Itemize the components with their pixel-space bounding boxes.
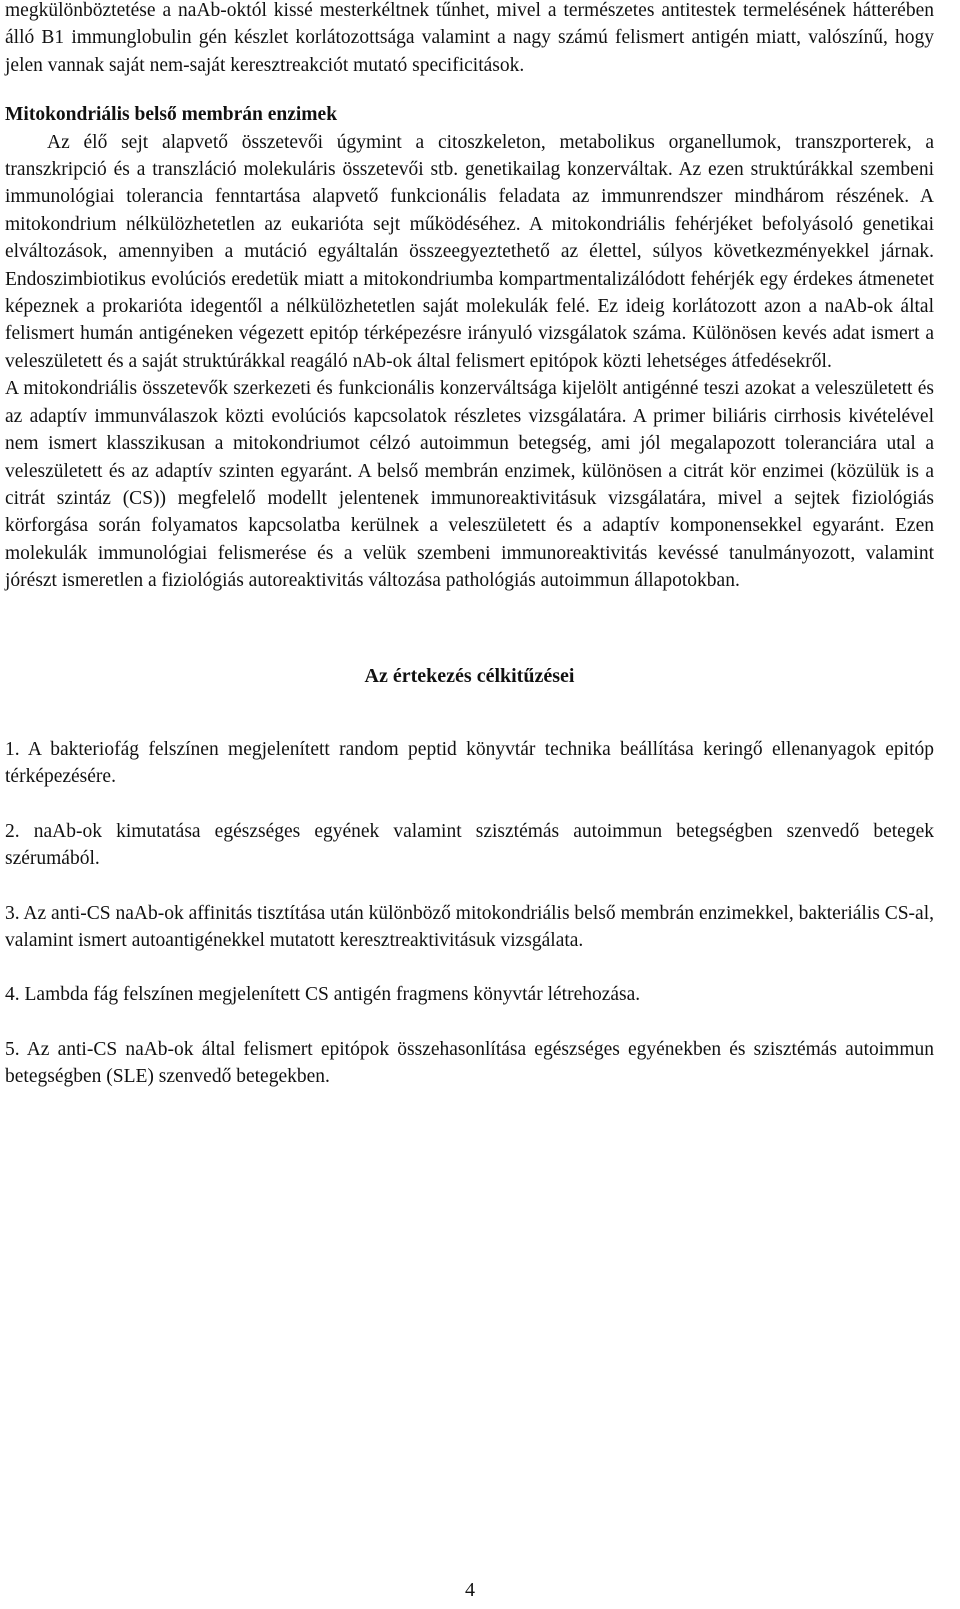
- goals-title: Az értekezés célkitűzései: [364, 664, 575, 687]
- section-paragraph-2: A mitokondriális összetevők szerkezeti és funkcionális konzerváltsága kijelölt antigénné teszi azokat a veleszületett és az adaptív immunválaszok közti evolúciós kapcsolatok részletes vizsgálatára. A primer biliáris cirrhosis kivételével nem ismert klasszikusan a mitokondriumot célzó autoimmun betegség, ami jól megalapozott toleranciára utal a veleszületett és az adaptív szinten egyaránt. A belső membrán enzimek, különösen a citrát kör enzimei (közülük is a citrát szintáz (CS)) megfelelő modellt jelentenek immunoreaktivitásuk vizsgálatára, mivel a sejtek fiziológiás körforgása során folyamatos kapcsolatba kerülnek a veleszületett és a adaptív komponensekkel egyaránt. Ezen molekulák immunológiai felismerése és a velük szembeni immunoreaktivitás kevéssé tanulmányozott, valamint jórészt ismeretlen a fiziológiás autoreaktivitás változása pathológiás autoimmun állapotokban.: [5, 378, 934, 592]
- section-paragraph-1: Az élő sejt alapvető összetevői úgymint a citoszkeleton, metabolikus organellumok, transzporterek, a transzkripció és a transzláció molekuláris összetevői stb. genetikailag konzerváltak. Az ezen struktúrákkal szembeni immunológiai tolerancia fenntartása alapvető funkcionális feladata az immunrendszer mindhárom részének. A mitokondrium nélkülözhetetlen az eukarióta sejt működéséhez. A mitokondriális fehérjéket befolyásoló genetikai elváltozások, amennyiben a mutáció egyáltalán összeegyeztethető az élettel, súlyos következményekkel járnak. Endoszimbiotikus evolúciós eredetük miatt a mitokondriumba kompartmentalizálódott fehérjék egy érdekes átmenetet képeznek a prokarióta idegentől a nélkülözhetetlen saját molekulák felé. Ez ideig korlátozott azon a naAb-ok által felismert humán antigéneken végezett epitóp térképezésre irányuló vizsgálatok száma. Különösen kevés adat ismert a veleszületett és a saját struktúrákkal reagáló nAb-ok által felismert epitópok közti lehetséges átfedésekről.: [5, 131, 934, 372]
- goal-item: 3. Az anti-CS naAb-ok affinitás tisztítása után különböző mitokondriális belső membrán enzimekkel, bakteriális CS-al, valamint ismert autoantigénekkel mutatott keresztreaktivitásuk vizsgálata.: [5, 902, 934, 951]
- goal-item: 2. naAb-ok kimutatása egészséges egyének valamint szisztémás autoimmun betegségben szenvedő betegek szérumából.: [5, 820, 934, 870]
- section-heading: Mitokondriális belső membrán enzimek: [5, 104, 338, 126]
- goal-item: 4. Lambda fág felszínen megjelenített CS antigén fragmens könyvtár létrehozása.: [5, 984, 641, 1006]
- goals-list: [5, 736, 934, 1091]
- goal-item: 5. Az anti-CS naAb-ok által felismert epitópok összehasonlítása egészséges egyénekben és szisztémás autoimmun betegségben (SLE) szenvedő betegekben.: [5, 1038, 934, 1088]
- page-number: 4: [465, 1579, 475, 1601]
- document-page: [5, 0, 934, 1118]
- intro-paragraph: megkülönböztetése a naAb-októl kissé mesterkéltnek tűnhet, mivel a természetes antitestek termelésének hátterében álló B1 immunglobulin gén készlet korlátozottsága valamint a nagy számú felismert antigén miatt, valószínű, hogy jelen vannak saját nem-saját keresztreakciót mutató specificitások.: [5, 0, 934, 76]
- goal-item: 1. A bakteriofág felszínen megjelenített random peptid könyvtár technika beállítása keringő ellenanyagok epitóp térképezésére.: [5, 738, 934, 788]
